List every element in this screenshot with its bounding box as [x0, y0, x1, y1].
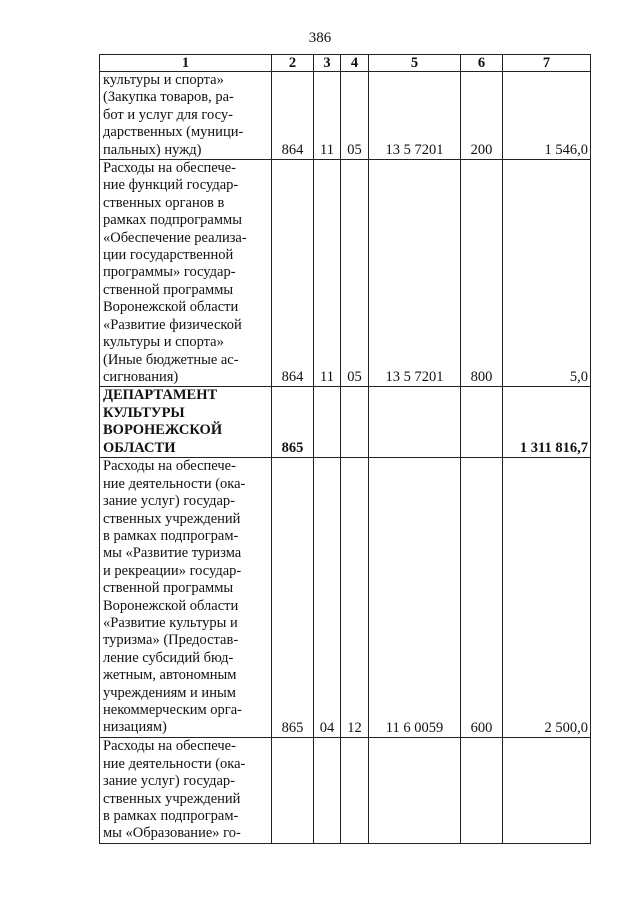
description-line: зание услуг) государ-: [103, 493, 235, 510]
amount: 1 546,0: [503, 72, 591, 160]
description-line: Расходы на обеспече-: [103, 458, 236, 475]
description-line: рамках подпрограммы: [103, 212, 242, 229]
row-description: [100, 458, 272, 738]
expense-type-code: 600: [461, 458, 503, 738]
page-number: 386: [308, 30, 332, 46]
description-line: туризма» (Предостав-: [103, 632, 239, 649]
description-line: ственных учреждений: [103, 790, 241, 807]
row-description: [100, 160, 272, 387]
header-cell: 6: [461, 55, 503, 72]
section-code: 11: [314, 72, 341, 160]
description-line: Воронежской области: [103, 299, 239, 316]
description-line: ственных учреждений: [103, 510, 241, 527]
amount: 2 500,0: [503, 458, 591, 738]
description-line: ОБЛАСТИ: [103, 439, 176, 456]
header-cell: 3: [314, 55, 341, 72]
ved-code: 864: [272, 72, 314, 160]
description-line: в рамках подпрограм-: [103, 527, 239, 544]
target-article-code: 11 6 0059: [369, 458, 461, 738]
ved-code: 864: [272, 160, 314, 387]
section-code: [314, 738, 341, 844]
subsection-code: [341, 738, 369, 844]
table-row: [100, 738, 591, 844]
header-cell: 4: [341, 55, 369, 72]
section-code: 04: [314, 458, 341, 738]
description-line: зание услуг) государ-: [103, 773, 235, 790]
description-line: культуры и спорта»: [103, 334, 224, 351]
description-line: (Закупка товаров, ра-: [103, 89, 234, 106]
row-description: [100, 738, 272, 844]
subsection-code: 12: [341, 458, 369, 738]
description-line: пальных) нужд): [103, 141, 202, 158]
ved-code: [272, 738, 314, 844]
section-code: 11: [314, 160, 341, 387]
expense-type-code: [461, 738, 503, 844]
description-line: ление субсидий бюд-: [103, 649, 234, 666]
header-cell: 5: [369, 55, 461, 72]
description-line: Воронежской области: [103, 597, 239, 614]
target-article-code: 13 5 7201: [369, 160, 461, 387]
description-line: ственной программы: [103, 580, 234, 597]
ved-code: 865: [272, 387, 314, 458]
expense-type-code: 800: [461, 160, 503, 387]
description-line: сигнования): [103, 368, 179, 385]
description-line: и рекреации» государ-: [103, 562, 242, 579]
amount: 5,0: [503, 160, 591, 387]
table-row: [100, 72, 591, 160]
description-line: бот и услуг для госу-: [103, 106, 233, 123]
description-line: некоммерческим орга-: [103, 702, 242, 718]
budget-table: [99, 54, 591, 844]
table-header-row: [100, 55, 591, 72]
row-description: [100, 72, 272, 160]
target-article-code: [369, 738, 461, 844]
description-line: ние деятельности (ока-: [103, 755, 246, 772]
header-cell: 2: [272, 55, 314, 72]
department-title: [100, 387, 272, 458]
description-line: ВОРОНЕЖСКОЙ: [103, 422, 223, 439]
description-line: дарственных (муници-: [103, 124, 244, 141]
subsection-code: [341, 387, 369, 458]
description-line: культуры и спорта»: [103, 72, 224, 88]
description-line: ственных органов в: [103, 194, 225, 211]
description-line: ственной программы: [103, 281, 234, 298]
header-cell: 7: [503, 55, 591, 72]
table-row: [100, 160, 591, 387]
amount: [503, 738, 591, 844]
description-line: ние деятельности (ока-: [103, 475, 246, 492]
table-row: [100, 458, 591, 738]
description-line: в рамках подпрограм-: [103, 807, 239, 824]
description-line: мы «Развитие туризма: [103, 545, 242, 562]
description-line: ции государственной: [103, 247, 234, 264]
description-line: «Развитие культуры и: [103, 614, 238, 631]
description-line: программы» государ-: [103, 264, 236, 281]
description-line: Расходы на обеспече-: [103, 738, 236, 755]
description-line: «Развитие физической: [103, 316, 242, 333]
description-line: жетным, автономным: [103, 667, 237, 684]
header-cell: 1: [100, 55, 272, 72]
description-line: «Обеспечение реализа-: [103, 229, 247, 246]
expense-type-code: [461, 387, 503, 458]
description-line: ДЕПАРТАМЕНТ: [103, 387, 218, 404]
description-line: КУЛЬТУРЫ: [103, 404, 185, 421]
description-line: ние функций государ-: [103, 177, 239, 194]
table-row: [100, 387, 591, 458]
description-line: Расходы на обеспече-: [103, 160, 236, 177]
description-line: учреждениям и иным: [103, 684, 236, 701]
expense-type-code: 200: [461, 72, 503, 160]
section-code: [314, 387, 341, 458]
subsection-code: 05: [341, 160, 369, 387]
target-article-code: 13 5 7201: [369, 72, 461, 160]
amount: 1 311 816,7: [503, 387, 591, 458]
description-line: (Иные бюджетные ас-: [103, 351, 239, 368]
target-article-code: [369, 387, 461, 458]
subsection-code: 05: [341, 72, 369, 160]
description-line: низациям): [103, 719, 167, 736]
ved-code: 865: [272, 458, 314, 738]
description-line: мы «Образование» го-: [103, 825, 241, 842]
